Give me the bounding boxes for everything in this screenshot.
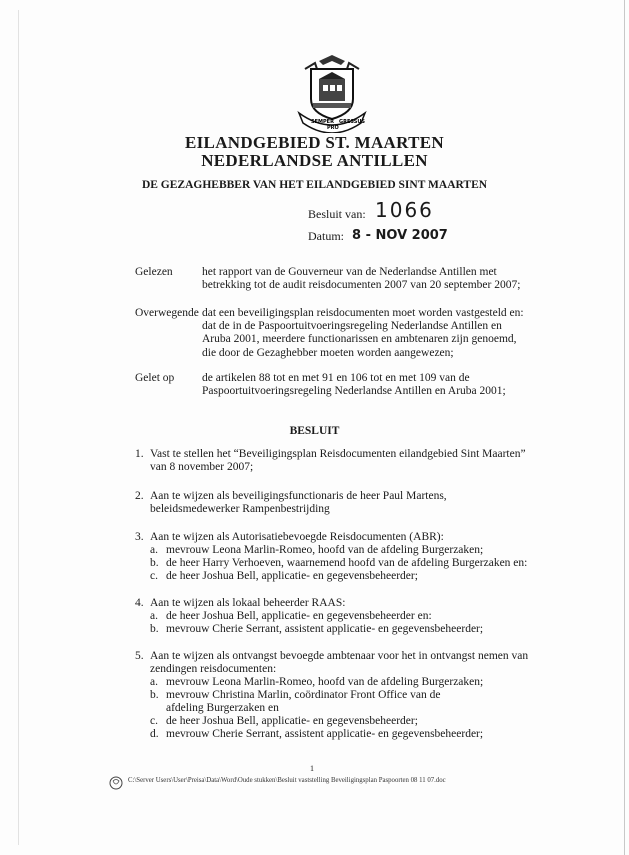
sub-letter: b. xyxy=(150,557,159,569)
sub-text: mevrouw Leona Marlin-Romeo, hoofd van de afdeling Burgerzaken; xyxy=(166,544,484,556)
sub-letter: a. xyxy=(150,544,158,556)
sub-text: de heer Joshua Bell, applicatie- en gegevensbeheerder en: xyxy=(166,610,432,622)
text-line: Aan te wijzen als ontvangst bevoegde ambtenaar voor het in ontvangst nemen van xyxy=(150,650,529,662)
text-line: dat een beveiligingsplan reisdocumenten moet worden vastgesteld en: xyxy=(202,307,524,319)
item-text xyxy=(150,448,545,474)
sub-letter: d. xyxy=(150,728,159,740)
besluit-heading: BESLUIT xyxy=(289,425,340,437)
item-number: 4. xyxy=(135,597,144,609)
text-line: zendingen reisdocumenten: xyxy=(150,663,277,676)
header-country: NEDERLANDSE ANTILLEN xyxy=(201,151,428,170)
consideration-text xyxy=(202,307,532,360)
header-title: EILANDGEBIED ST. MAARTEN xyxy=(185,133,444,152)
consideration-label: Gelezen xyxy=(135,266,173,278)
text-line: het rapport van de Gouverneur van de Nederlandse Antillen met xyxy=(202,266,497,278)
sub-letter: a. xyxy=(150,610,158,622)
item-number: 3. xyxy=(135,531,144,543)
consideration-text xyxy=(202,372,532,398)
sub-text: de heer Harry Verhoeven, waarnemend hoofd van de afdeling Burgerzaken en: xyxy=(166,557,528,569)
consideration-label: Gelet op xyxy=(135,372,175,384)
text-line: Aan te wijzen als beveiligingsfunctionaris de heer Paul Martens, xyxy=(150,490,447,502)
besluit-label: Besluit van: xyxy=(308,207,366,221)
datum-label: Datum: xyxy=(308,229,344,243)
consideration-text xyxy=(202,266,532,292)
sub-letter: b. xyxy=(150,623,159,635)
item-text xyxy=(150,531,545,544)
file-path: C:\Server Users\User\Preisa\Data\Word\Oude stukken\Besluit vaststelling Beveiligingsplan Paspoorten 08 11 07.doc xyxy=(128,777,446,784)
page-number: 1 xyxy=(310,764,314,773)
sub-text: mevrouw Christina Marlin, coördinator Front Office van de afdeling Burgerzaken en xyxy=(166,689,441,715)
sub-text: mevrouw Cherie Serrant, assistent applicatie- en gegevensbeheerder; xyxy=(166,728,484,740)
text-line: dat de in de Paspoortuitvoeringsregeling Nederlandse Antillen en xyxy=(202,320,502,333)
text-line: Paspoortuitvoeringsregeling Nederlandse Antillen en Aruba 2001; xyxy=(202,385,506,398)
sub-text: de heer Joshua Bell, applicatie- en gegevensbeheerder; xyxy=(166,570,418,582)
item-text xyxy=(150,650,545,676)
crest-ribbon-text: SEMPER xyxy=(311,119,334,125)
item-number: 1. xyxy=(135,448,144,460)
document-file-icon xyxy=(108,775,124,791)
sub-letter: b. xyxy=(150,689,159,701)
datum-stamp: 8 - NOV 2007 xyxy=(352,228,448,243)
crest-ribbon-text: GRESSUS xyxy=(339,119,366,125)
consideration-label: Overwegende xyxy=(135,307,199,319)
sub-letter: c. xyxy=(150,715,158,727)
crest-ribbon-text: PRO xyxy=(327,125,339,131)
item-text xyxy=(150,490,545,516)
sub-text: de heer Joshua Bell, applicatie- en gegevensbeheerder; xyxy=(166,715,418,727)
sub-letter: c. xyxy=(150,570,158,582)
text-line: Vast te stellen het “Beveiligingsplan Reisdocumenten eilandgebied Sint Maarten” xyxy=(150,448,526,460)
text-line: Aan te wijzen als lokaal beheerder RAAS: xyxy=(150,597,346,609)
text-line: beleidsmedewerker Rampenbestrijding xyxy=(150,503,330,516)
text-line: de artikelen 88 tot en met 91 en 106 tot en met 109 van de xyxy=(202,372,470,384)
sub-text: mevrouw Leona Marlin-Romeo, hoofd van de afdeling Burgerzaken; xyxy=(166,676,484,688)
text-line: betrekking tot de audit reisdocumenten 2007 van 20 september 2007; xyxy=(202,279,521,292)
header-subtitle: DE GEZAGHEBBER VAN HET EILANDGEBIED SINT MAARTEN xyxy=(141,179,488,191)
item-number: 2. xyxy=(135,490,144,502)
text-line: die door de Gezaghebber moeten worden aangewezen; xyxy=(202,346,454,359)
text-line: Aan te wijzen als Autorisatiebevoegde Reisdocumenten (ABR): xyxy=(150,531,444,543)
sub-letter: a. xyxy=(150,676,158,688)
besluit-number: 1066 xyxy=(375,198,434,222)
text-line: van 8 november 2007; xyxy=(150,461,254,474)
item-text xyxy=(150,597,545,610)
coat-of-arms-emblem xyxy=(297,55,367,133)
sub-text: mevrouw Cherie Serrant, assistent applicatie- en gegevensbeheerder; xyxy=(166,623,484,635)
text-line: Aruba 2001, meerdere functionarissen en ambtenaren zijn genoemd, xyxy=(202,333,517,346)
item-number: 5. xyxy=(135,650,144,662)
